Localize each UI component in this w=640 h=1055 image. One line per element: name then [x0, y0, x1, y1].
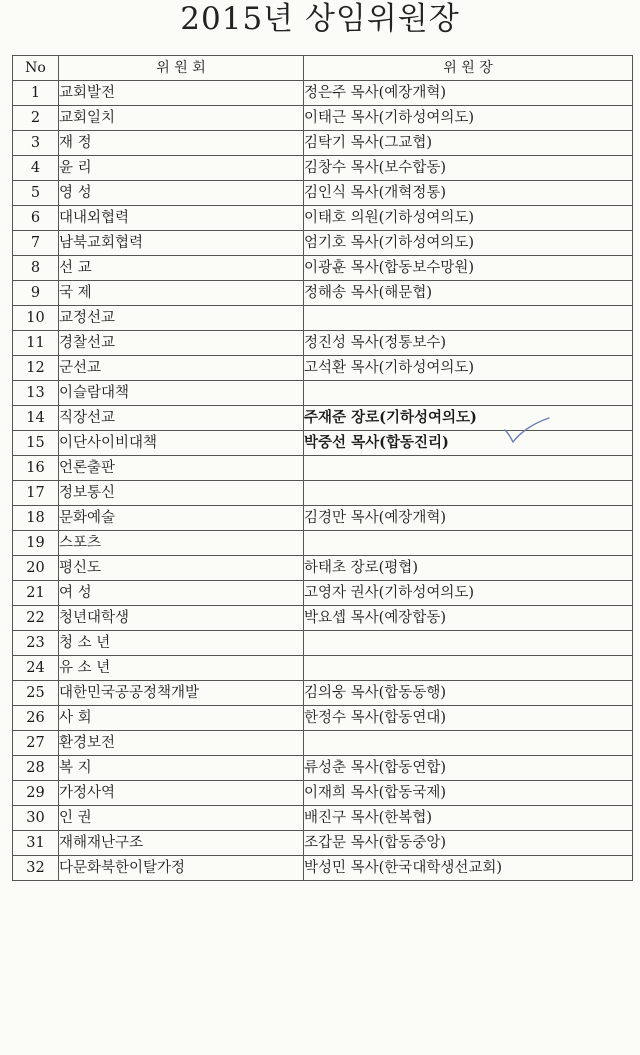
- row-number: 19: [13, 531, 59, 556]
- table-row: [13, 206, 633, 231]
- chairperson-name: [304, 381, 633, 406]
- row-number: 2: [13, 106, 59, 131]
- table-row: [13, 281, 633, 306]
- row-number: 23: [13, 631, 59, 656]
- row-number: 6: [13, 206, 59, 231]
- table-row: [13, 631, 633, 656]
- committee-name: 복 지: [59, 756, 304, 781]
- chairperson-name: 김창수 목사(보수합동): [304, 156, 633, 181]
- page-title: 2015년 상임위원장: [180, 1, 460, 37]
- chairperson-name: 정은주 목사(예장개혁): [304, 81, 633, 106]
- committee-name: 문화예술: [59, 506, 304, 531]
- table-row: [13, 581, 633, 606]
- table-row: [13, 556, 633, 581]
- row-number: 3: [13, 131, 59, 156]
- row-number: 13: [13, 381, 59, 406]
- row-number: 4: [13, 156, 59, 181]
- table-row: [13, 381, 633, 406]
- committee-name: 선 교: [59, 256, 304, 281]
- chairperson-name: 정진성 목사(정통보수): [304, 331, 633, 356]
- chairperson-name: [304, 456, 633, 481]
- chairperson-name: 한정수 목사(합동연대): [304, 706, 633, 731]
- table-row: [13, 506, 633, 531]
- row-number: 27: [13, 731, 59, 756]
- row-number: 32: [13, 856, 59, 881]
- row-number: 5: [13, 181, 59, 206]
- row-number: 25: [13, 681, 59, 706]
- table-row: [13, 781, 633, 806]
- chairperson-name: 배진구 목사(한복협): [304, 806, 633, 831]
- row-number: 17: [13, 481, 59, 506]
- chairperson-name: 엄기호 목사(기하성여의도): [304, 231, 633, 256]
- row-number: 7: [13, 231, 59, 256]
- row-number: 1: [13, 81, 59, 106]
- chairperson-name: 이태근 목사(기하성여의도): [304, 106, 633, 131]
- committee-name: 교회일치: [59, 106, 304, 131]
- table-row: [13, 856, 633, 881]
- table-row: [13, 481, 633, 506]
- committee-name: 인 권: [59, 806, 304, 831]
- table-row: [13, 456, 633, 481]
- chairperson-name: [304, 731, 633, 756]
- table-row: [13, 256, 633, 281]
- committee-name: 다문화북한이탈가정: [59, 856, 304, 881]
- committee-name: 이단사이비대책: [59, 431, 304, 456]
- chairperson-name: 이재희 목사(합동국제): [304, 781, 633, 806]
- committee-name: 가정사역: [59, 781, 304, 806]
- table-row: [13, 831, 633, 856]
- row-number: 28: [13, 756, 59, 781]
- row-number: 21: [13, 581, 59, 606]
- table-row: [13, 81, 633, 106]
- table-row: [13, 356, 633, 381]
- row-number: 22: [13, 606, 59, 631]
- committee-name: 환경보전: [59, 731, 304, 756]
- committee-name: 직장선교: [59, 406, 304, 431]
- row-number: 11: [13, 331, 59, 356]
- chairperson-name: 김의웅 목사(합동동행): [304, 681, 633, 706]
- chairperson-name: 박성민 목사(한국대학생선교회): [304, 856, 633, 881]
- table-row: [13, 656, 633, 681]
- committee-name: 여 성: [59, 581, 304, 606]
- chairperson-name: 김탁기 목사(그교협): [304, 131, 633, 156]
- committee-name: 스포츠: [59, 531, 304, 556]
- committee-name: 대한민국공공정책개발: [59, 681, 304, 706]
- committee-name: 윤 리: [59, 156, 304, 181]
- committee-name: 청 소 년: [59, 631, 304, 656]
- table-row: [13, 531, 633, 556]
- chairperson-name: 하태초 장로(평협): [304, 556, 633, 581]
- table-row: [13, 131, 633, 156]
- table-row: [13, 156, 633, 181]
- chairperson-name: [304, 656, 633, 681]
- row-number: 16: [13, 456, 59, 481]
- chairperson-name: 박요셉 목사(예장합동): [304, 606, 633, 631]
- chairperson-name: 주재준 장로(기하성여의도): [304, 406, 633, 431]
- committee-name: 평신도: [59, 556, 304, 581]
- table-row: [13, 681, 633, 706]
- row-number: 14: [13, 406, 59, 431]
- row-number: 20: [13, 556, 59, 581]
- chairperson-name: 김경만 목사(예장개혁): [304, 506, 633, 531]
- table-row: [13, 606, 633, 631]
- committee-table: [12, 55, 633, 881]
- chairperson-name: [304, 481, 633, 506]
- table-row: [13, 306, 633, 331]
- table-body: [13, 81, 633, 881]
- row-number: 30: [13, 806, 59, 831]
- committee-name: 유 소 년: [59, 656, 304, 681]
- check-mark-icon: [503, 416, 551, 446]
- committee-name: 재해재난구조: [59, 831, 304, 856]
- chairperson-name: 고영자 권사(기하성여의도): [304, 581, 633, 606]
- row-number: 31: [13, 831, 59, 856]
- committee-name: 언론출판: [59, 456, 304, 481]
- committee-name: 교정선교: [59, 306, 304, 331]
- chairperson-name: 조갑문 목사(합동중앙): [304, 831, 633, 856]
- chairperson-name: [304, 306, 633, 331]
- row-number: 24: [13, 656, 59, 681]
- committee-name: 교회발전: [59, 81, 304, 106]
- committee-name: 군선교: [59, 356, 304, 381]
- table-row: [13, 706, 633, 731]
- chairperson-name: 류성춘 목사(합동연합): [304, 756, 633, 781]
- chairperson-name: [304, 531, 633, 556]
- header-committee: 위 원 회: [59, 56, 304, 81]
- row-number: 26: [13, 706, 59, 731]
- chairperson-name: 이광훈 목사(합동보수망원): [304, 256, 633, 281]
- chairperson-name: 고석환 목사(기하성여의도): [304, 356, 633, 381]
- row-number: 8: [13, 256, 59, 281]
- row-number: 29: [13, 781, 59, 806]
- table-row: [13, 106, 633, 131]
- table-row: [13, 331, 633, 356]
- table-row: [13, 756, 633, 781]
- committee-name: 이슬람대책: [59, 381, 304, 406]
- header-chairperson: 위 원 장: [304, 56, 633, 81]
- committee-name: 국 제: [59, 281, 304, 306]
- header-row: [13, 56, 633, 81]
- table-row: [13, 806, 633, 831]
- header-no: No: [13, 56, 59, 81]
- chairperson-name: 김인식 목사(개혁정통): [304, 181, 633, 206]
- table-row: [13, 731, 633, 756]
- committee-name: 정보통신: [59, 481, 304, 506]
- row-number: 15: [13, 431, 59, 456]
- chairperson-name: 정해송 목사(해문협): [304, 281, 633, 306]
- committee-name: 영 성: [59, 181, 304, 206]
- committee-name: 청년대학생: [59, 606, 304, 631]
- table-row: [13, 181, 633, 206]
- row-number: 18: [13, 506, 59, 531]
- committee-name: 경찰선교: [59, 331, 304, 356]
- chairperson-name: 박중선 목사(합동진리): [304, 431, 633, 456]
- row-number: 12: [13, 356, 59, 381]
- chairperson-name: [304, 631, 633, 656]
- chairperson-name: 이태호 의원(기하성여의도): [304, 206, 633, 231]
- committee-name: 사 회: [59, 706, 304, 731]
- row-number: 9: [13, 281, 59, 306]
- row-number: 10: [13, 306, 59, 331]
- table-row: [13, 231, 633, 256]
- committee-name: 남북교회협력: [59, 231, 304, 256]
- committee-name: 대내외협력: [59, 206, 304, 231]
- committee-name: 재 정: [59, 131, 304, 156]
